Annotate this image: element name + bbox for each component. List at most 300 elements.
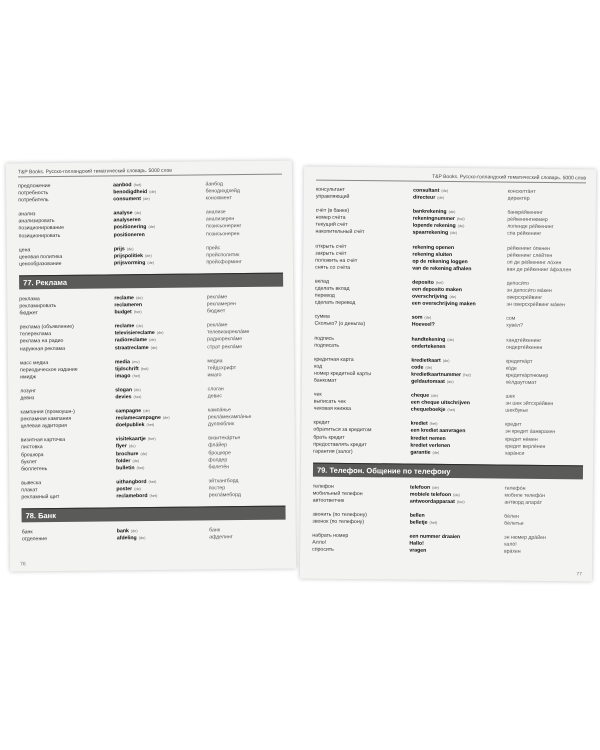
dutch-word: krediet nemen bbox=[410, 435, 446, 442]
vocab-block bbox=[19, 294, 285, 502]
gender-tag: (het) bbox=[132, 373, 141, 378]
russian-column bbox=[21, 437, 116, 473]
vocab-group bbox=[314, 314, 584, 331]
russian-word: рекламировать bbox=[19, 303, 57, 310]
dutch-word: televisiereclame (de) bbox=[114, 330, 164, 337]
vocab-group bbox=[312, 533, 582, 557]
dutch-word: een krediet aanvragen bbox=[410, 428, 466, 435]
transcription: шекбукье bbox=[505, 407, 529, 415]
gender-tag: (mv) bbox=[131, 359, 140, 364]
transcription: кредиткáрт bbox=[505, 358, 533, 365]
dutch-word: rekeningnummer (het) bbox=[412, 215, 465, 223]
russian-word: буклет bbox=[20, 458, 37, 465]
vocab-group bbox=[21, 477, 285, 501]
gender-tag: (de) bbox=[457, 224, 465, 229]
russian-word: отделение bbox=[21, 536, 48, 543]
dutch-column bbox=[412, 244, 507, 273]
vocab-group bbox=[19, 244, 283, 268]
vocab-group bbox=[315, 279, 585, 310]
russian-word: кредит bbox=[313, 419, 330, 427]
dutch-column bbox=[117, 527, 210, 542]
gender-tag: (de) bbox=[453, 492, 460, 498]
section-header-79: 79. Телефон. Общение по телефону bbox=[313, 462, 583, 479]
dutch-word: ondertekenen bbox=[411, 343, 446, 350]
russian-word: визитная карточка bbox=[20, 437, 66, 444]
dutch-word: straatreclame (de) bbox=[114, 344, 158, 351]
dutch-word: consultant (de) bbox=[413, 187, 449, 194]
dutch-word: chequeboekje (het) bbox=[410, 406, 456, 414]
russian-word: ценообразование bbox=[18, 260, 62, 268]
dutch-word: overschrijving (de) bbox=[411, 293, 457, 301]
russian-word: реклама bbox=[19, 296, 40, 303]
dutch-word: positionering (de) bbox=[113, 224, 156, 231]
dutch-word: prijspolitiek (de) bbox=[113, 252, 152, 260]
vocab-group bbox=[20, 322, 284, 353]
dutch-word: kredietkaart (de) bbox=[411, 357, 450, 364]
dutch-column bbox=[114, 294, 207, 316]
russian-column bbox=[18, 182, 113, 204]
gender-tag: (de) bbox=[446, 379, 454, 385]
transcription: реклáме bbox=[206, 294, 228, 301]
transcription: медиа bbox=[207, 357, 223, 365]
dutch-word: bellen bbox=[409, 512, 425, 519]
gender-tag: (de) bbox=[134, 487, 141, 492]
transcription: лопенде рéйкенинг bbox=[507, 223, 554, 231]
transcription: кóде bbox=[505, 365, 517, 372]
gender-tag: (de) bbox=[134, 211, 142, 216]
vocab-block bbox=[312, 483, 583, 557]
transcription: позисьонерен bbox=[206, 230, 240, 237]
dutch-word: poster (de) bbox=[116, 486, 141, 493]
russian-word: бюджет bbox=[19, 310, 38, 317]
vocab-group bbox=[315, 208, 585, 239]
transcription: телефóн bbox=[504, 485, 526, 492]
transcription-column bbox=[208, 435, 285, 471]
gender-tag: (de) bbox=[149, 338, 156, 343]
gender-tag: (de) bbox=[132, 458, 140, 463]
transcription: ван де рéйкенинг áфхален bbox=[506, 266, 572, 274]
transcription: фолдер bbox=[208, 456, 228, 464]
section-header-78: 78. Банк bbox=[21, 506, 285, 523]
transcription: консюмент bbox=[205, 195, 232, 202]
dutch-word: campagne (de) bbox=[115, 408, 150, 415]
russian-column bbox=[20, 324, 115, 353]
vocab-group bbox=[313, 420, 583, 458]
dutch-word: visitekaartje (het) bbox=[115, 436, 156, 443]
russian-word: банкомат bbox=[313, 377, 337, 384]
russian-word: телефон bbox=[312, 483, 334, 490]
dutch-column bbox=[410, 484, 505, 506]
dutch-column bbox=[115, 358, 208, 380]
russian-word: закрыть счёт bbox=[315, 250, 347, 257]
russian-word: обратиться за кредитом bbox=[313, 427, 372, 434]
russian-word: звонить (по телефону) bbox=[312, 511, 367, 519]
dutch-word: directeur (de) bbox=[413, 194, 445, 201]
gender-tag: (de) bbox=[150, 345, 158, 350]
dutch-column bbox=[410, 421, 505, 457]
transcription: банк bbox=[209, 527, 221, 534]
transcription-column bbox=[504, 514, 582, 529]
transcription: директёр bbox=[507, 195, 530, 202]
dutch-column bbox=[113, 181, 206, 203]
transcription-column bbox=[505, 422, 584, 458]
russian-word: анализировать bbox=[18, 218, 55, 225]
dutch-word: antwoordapparaat (het) bbox=[409, 498, 465, 506]
russian-word: масс медиа bbox=[19, 359, 49, 366]
russian-word: спросить bbox=[312, 547, 334, 554]
transcription-column bbox=[507, 189, 585, 204]
russian-word: имидж bbox=[20, 373, 36, 381]
left-page bbox=[6, 161, 296, 572]
dutch-word: benodigdheid (de) bbox=[113, 189, 157, 196]
gender-tag: (de) bbox=[450, 231, 457, 236]
russian-word: девиз bbox=[20, 395, 35, 402]
transcription-column bbox=[209, 477, 286, 499]
gender-tag: (het) bbox=[148, 479, 157, 484]
dutch-word: code (de) bbox=[411, 364, 433, 371]
transcription: флáйер bbox=[208, 442, 228, 449]
russian-column bbox=[22, 528, 117, 543]
dutch-column bbox=[411, 357, 506, 386]
transcription: страт реклáме bbox=[207, 343, 243, 350]
vocab-group bbox=[312, 512, 582, 529]
gender-tag: (het) bbox=[429, 422, 438, 427]
dutch-word: analyseren bbox=[113, 217, 141, 224]
dutch-word: Hoeveel? bbox=[411, 322, 435, 329]
vocab-group bbox=[21, 435, 285, 473]
gender-tag: (de) bbox=[140, 451, 148, 456]
dutch-word: bulletin (het) bbox=[116, 464, 145, 472]
gender-tag: (de) bbox=[135, 296, 143, 301]
russian-word: кампания (промоушн-) bbox=[20, 408, 75, 416]
transcription-column bbox=[507, 210, 586, 239]
dutch-word: devies (het) bbox=[115, 394, 142, 401]
transcription: бюджет bbox=[206, 308, 226, 315]
transcription: хéлдаутомат bbox=[505, 379, 537, 386]
russian-column bbox=[316, 187, 413, 202]
gender-tag: (de) bbox=[147, 260, 155, 265]
dutch-word: reclameren bbox=[114, 302, 143, 309]
dutch-word: prijsvorming (de) bbox=[113, 259, 155, 267]
russian-word: целевая аудитория bbox=[20, 423, 68, 430]
gender-tag: (de) bbox=[431, 393, 438, 398]
transcription: эн кредит áанврахен bbox=[505, 429, 556, 436]
dutch-column bbox=[116, 478, 209, 500]
transcription: прейсформинг bbox=[206, 258, 242, 266]
russian-column bbox=[21, 479, 116, 501]
dutch-word: mobiele telefoon (de) bbox=[409, 491, 460, 498]
dutch-word: belletje (het) bbox=[409, 519, 438, 526]
russian-word: накопительный счёт bbox=[315, 229, 365, 236]
dutch-word: lopende rekening (de) bbox=[412, 222, 465, 230]
gender-tag: (het) bbox=[133, 395, 142, 400]
transcription-column bbox=[506, 316, 584, 331]
running-head: T&P Books. Русско-голландский тематический словарь. 5000 слов bbox=[18, 167, 282, 178]
transcription: эн депоси́то мáкен bbox=[506, 287, 552, 295]
russian-word: банк bbox=[21, 529, 33, 536]
russian-column bbox=[19, 295, 114, 317]
gender-tag: (het) bbox=[133, 310, 142, 315]
dutch-word: reclamebord (het) bbox=[116, 493, 158, 500]
russian-word: брать кредит bbox=[313, 434, 345, 441]
russian-column bbox=[312, 512, 409, 527]
russian-word: положить на счёт bbox=[315, 257, 358, 264]
russian-column bbox=[20, 359, 115, 381]
dutch-word: vragen bbox=[409, 548, 427, 555]
dutch-word: van de rekening afhalen bbox=[412, 265, 472, 273]
gender-tag: (het) bbox=[133, 183, 142, 188]
gender-tag: (de) bbox=[449, 295, 457, 300]
transcription-column bbox=[507, 245, 586, 274]
transcription-column bbox=[504, 485, 583, 507]
russian-word: телереклама bbox=[19, 331, 52, 338]
gender-tag: (de) bbox=[441, 188, 449, 193]
russian-word: кредитная карта bbox=[314, 356, 354, 363]
page-number: 77 bbox=[576, 571, 582, 578]
dutch-word: krediet verlenen bbox=[410, 442, 451, 449]
transcription: реклáмекампáнье bbox=[207, 414, 252, 421]
transcription: оверсхрéйвинг bbox=[506, 294, 543, 302]
russian-word: сумма bbox=[314, 313, 330, 321]
dutch-word: Hallo! bbox=[409, 540, 424, 548]
transcription: оп де рéйкенинг лóхен bbox=[506, 259, 562, 266]
dutch-word: rekening sluiten bbox=[412, 251, 453, 258]
russian-word: реклама на радио bbox=[19, 338, 64, 345]
gender-tag: (de) bbox=[437, 195, 445, 201]
dutch-word: tijdschrift (het) bbox=[115, 365, 149, 373]
gender-tag: (de) bbox=[143, 409, 150, 414]
russian-word: перевод bbox=[314, 292, 335, 299]
russian-word: открыть счёт bbox=[315, 243, 347, 250]
russian-word: звонок (по телефону) bbox=[312, 518, 365, 526]
russian-word: снять со счёта bbox=[315, 264, 351, 271]
gender-tag: (het) bbox=[140, 366, 149, 371]
transcription: хувéл? bbox=[506, 323, 523, 330]
vocab-block bbox=[22, 527, 286, 544]
transcription: кредиткáртнюмер bbox=[505, 372, 549, 379]
transcription-column bbox=[506, 358, 585, 387]
russian-word: позиционировать bbox=[18, 232, 61, 239]
russian-word: Алло! bbox=[312, 539, 327, 547]
russian-word: брошюра bbox=[20, 451, 44, 458]
transcription: рéйкенингнюмер bbox=[507, 216, 548, 224]
dutch-column bbox=[410, 513, 505, 528]
russian-word: наружная реклама bbox=[19, 345, 66, 352]
transcription-column bbox=[206, 244, 283, 266]
gender-tag: (het) bbox=[147, 437, 156, 442]
transcription: депоси́то bbox=[506, 280, 529, 287]
gender-tag: (de) bbox=[442, 358, 450, 363]
right-page-content bbox=[312, 173, 586, 576]
russian-word: бюллетень bbox=[21, 465, 48, 473]
transcription: банкрéйкенинг bbox=[507, 209, 543, 217]
gender-tag: (het) bbox=[463, 373, 471, 378]
gender-tag: (het) bbox=[429, 521, 438, 526]
transcription: кредит bbox=[505, 421, 522, 429]
gender-tag: (de) bbox=[432, 450, 440, 455]
transcription: брошюре bbox=[208, 449, 231, 456]
gender-tag: (de) bbox=[156, 331, 164, 336]
vocab-block bbox=[313, 187, 586, 459]
gender-tag: (de) bbox=[424, 316, 432, 321]
dutch-word: reclame (de) bbox=[114, 323, 144, 330]
running-head: T&P Books. Русско-голландский тематический словарь. 5000 слов bbox=[316, 173, 586, 184]
russian-word: чек bbox=[313, 391, 322, 398]
gender-tag: (de) bbox=[138, 536, 146, 541]
dutch-word: cheque (de) bbox=[410, 392, 438, 399]
transcription: радиореклáме bbox=[207, 336, 243, 343]
russian-column bbox=[313, 420, 411, 456]
vocab-group bbox=[314, 356, 584, 387]
russian-column bbox=[314, 314, 411, 329]
transcription: кампáнье bbox=[207, 407, 231, 414]
gender-tag: (de) bbox=[144, 253, 152, 258]
transcription: рéйкенинг слéйтен bbox=[506, 252, 553, 259]
gender-tag: (de) bbox=[447, 337, 455, 342]
right-page bbox=[300, 166, 596, 581]
russian-word: счёт (в банке) bbox=[315, 207, 350, 215]
transcription: мобиле телефóн bbox=[504, 492, 546, 499]
transcription: эйтхангборд bbox=[208, 477, 239, 485]
transcription-column bbox=[205, 181, 282, 203]
transcription-column bbox=[208, 385, 285, 400]
dutch-column bbox=[116, 436, 209, 472]
russian-column bbox=[314, 335, 411, 350]
dutch-word: een deposito maken bbox=[412, 286, 462, 294]
russian-column bbox=[18, 211, 113, 240]
transcription: халó! bbox=[503, 541, 517, 549]
dutch-word: consument (de) bbox=[113, 196, 150, 203]
russian-word: цена bbox=[18, 246, 31, 254]
dutch-word: garantie (de) bbox=[410, 449, 440, 456]
transcription-column bbox=[207, 294, 284, 316]
dutch-word: geldautomaat (de) bbox=[411, 378, 454, 385]
russian-word: потребность bbox=[18, 190, 49, 197]
dutch-column bbox=[115, 407, 208, 429]
transcription: шек bbox=[505, 393, 515, 400]
transcription: бéлетье bbox=[504, 520, 524, 527]
russian-word: гарантия (залог) bbox=[313, 448, 353, 455]
russian-column bbox=[19, 246, 114, 268]
russian-word: код bbox=[314, 363, 323, 370]
russian-word: Сколько? (о деньгах) bbox=[314, 321, 366, 328]
russian-column bbox=[20, 387, 115, 402]
dutch-column bbox=[411, 336, 506, 351]
dutch-word: een nummer draaien bbox=[409, 533, 461, 541]
transcription: кредит нéмен bbox=[504, 436, 538, 443]
gender-tag: (het) bbox=[456, 217, 465, 222]
russian-word: сделать вклад bbox=[314, 285, 350, 292]
gender-tag: (de) bbox=[142, 197, 150, 202]
russian-word: набрать номер bbox=[312, 532, 349, 540]
gender-tag: (de) bbox=[126, 246, 134, 251]
dutch-word: kredietkaartnummer (het) bbox=[411, 371, 471, 379]
transcription: хандтéйкенинг bbox=[506, 337, 542, 344]
transcription-column bbox=[206, 209, 283, 238]
transcription: бенодихдхейд bbox=[205, 188, 240, 195]
transcription: афделинг bbox=[209, 534, 233, 541]
russian-word: предоставлять кредит bbox=[313, 441, 367, 448]
russian-word: текущий счёт bbox=[315, 221, 348, 229]
russian-word: мобильный телефон bbox=[312, 490, 363, 498]
dutch-word: een cheque uitschrijven bbox=[410, 399, 471, 407]
dutch-word: doelpubliek (het) bbox=[115, 422, 155, 429]
transcription: эн шек эйтсхрéйвен bbox=[505, 400, 554, 408]
dutch-word: imago (het) bbox=[115, 372, 141, 380]
russian-column bbox=[314, 392, 411, 414]
russian-word: номер кредитной карты bbox=[313, 370, 372, 378]
dutch-word: reclamecampagne (de) bbox=[115, 415, 170, 422]
russian-word: номер счёта bbox=[315, 214, 346, 222]
russian-column bbox=[314, 356, 411, 385]
dutch-column bbox=[413, 188, 508, 203]
dutch-column bbox=[412, 315, 507, 330]
dutch-column bbox=[114, 245, 207, 267]
dutch-word: prijs (de) bbox=[113, 245, 134, 253]
transcription: антворд апарáт bbox=[504, 499, 543, 506]
dutch-word: telefoon (de) bbox=[409, 484, 439, 491]
gender-tag: (het) bbox=[136, 465, 145, 470]
dutch-column bbox=[412, 280, 507, 309]
transcription: бéлен bbox=[504, 513, 519, 520]
gender-tag: (de) bbox=[448, 210, 456, 215]
dutch-word: uithangbord (het) bbox=[116, 478, 157, 486]
transcription: телевизиреклáме bbox=[207, 329, 250, 336]
vocab-group bbox=[22, 527, 286, 544]
russian-word: автоответчик bbox=[312, 497, 345, 504]
russian-column bbox=[315, 279, 412, 308]
russian-word: подписать bbox=[314, 342, 340, 349]
russian-word: листовка bbox=[20, 444, 43, 451]
vocab-group bbox=[315, 243, 585, 274]
transcription: харáнси bbox=[504, 450, 525, 457]
russian-word: лозунг bbox=[20, 388, 36, 395]
dutch-column bbox=[115, 386, 208, 401]
dutch-word: slogan (de) bbox=[115, 387, 141, 394]
transcription: девис bbox=[207, 393, 222, 400]
transcription-column bbox=[207, 357, 284, 379]
dutch-word: aanbod (het) bbox=[113, 182, 142, 189]
transcription: постер bbox=[208, 485, 226, 492]
gender-tag: (de) bbox=[136, 324, 144, 329]
dutch-word: bank (de) bbox=[116, 528, 138, 535]
vocab-group bbox=[18, 181, 282, 205]
transcription: эн нюмер дрáйен bbox=[503, 534, 546, 542]
vocab-group bbox=[19, 294, 283, 318]
transcription-column bbox=[207, 322, 284, 351]
russian-word: выписать чек bbox=[313, 398, 346, 406]
russian-word: ценовая политика bbox=[18, 253, 63, 261]
gender-tag: (de) bbox=[425, 365, 433, 370]
russian-word: сделать перевод bbox=[314, 299, 356, 307]
transcription: дулпюблик bbox=[208, 421, 235, 428]
dutch-column bbox=[411, 393, 506, 415]
dutch-word: analyse (de) bbox=[113, 210, 142, 217]
transcription: прейсполитик bbox=[206, 251, 240, 259]
transcription: рéйкенинг óпенен bbox=[506, 245, 551, 252]
transcription: реклáме bbox=[206, 322, 228, 329]
dutch-word: reclame (de) bbox=[114, 295, 143, 302]
vocab-group bbox=[314, 392, 584, 416]
gender-tag: (het) bbox=[146, 423, 155, 428]
russian-word: периодическое издание bbox=[20, 366, 78, 374]
russian-column bbox=[312, 533, 409, 555]
transcription-column bbox=[505, 394, 584, 416]
russian-word: рекламная кампания bbox=[20, 415, 72, 423]
russian-word: предложение bbox=[18, 183, 51, 190]
transcription: ондертéйкенен bbox=[505, 344, 543, 351]
dutch-word: folder (de) bbox=[115, 457, 140, 464]
